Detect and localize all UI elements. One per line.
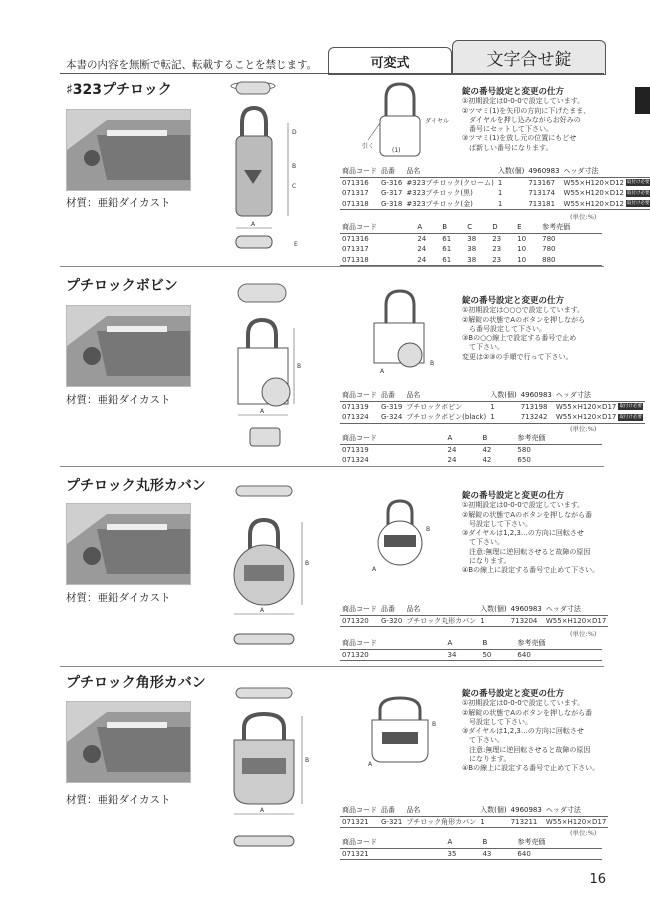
table-row (340, 816, 608, 828)
col-header: B (480, 433, 515, 444)
cell: 071320 (340, 649, 446, 661)
dimension-table (340, 222, 602, 266)
col-header: 4960983 (510, 806, 542, 815)
cell (562, 188, 650, 199)
col-header: A (415, 222, 440, 233)
cell-text: W55×H120×D17 (555, 402, 617, 411)
col-header: 商品コード (342, 605, 377, 614)
cell: 50 (480, 649, 515, 661)
material-label: 材質：亜鉛ダイカスト (66, 794, 171, 806)
instruction-line: ②ツマミ(1)を矢印の方向に下げたまま、 (462, 106, 591, 115)
cell: 071316 (342, 178, 369, 187)
cell: 713211 (509, 816, 544, 828)
table-row (340, 244, 602, 255)
product-photo (66, 305, 191, 387)
instruction-line: ④Bの線上に設定する番号で止めて下さい。 (462, 764, 600, 773)
cell: 713242 (519, 412, 554, 423)
col-header: 参考売価 (515, 638, 602, 649)
instruction-line: ④Bの線上に設定する番号で止めて下さい。 (462, 566, 600, 575)
setting-diagram (360, 285, 460, 375)
cell: プチロック丸形カバン (406, 616, 477, 625)
instructions (462, 492, 599, 576)
mounting-badge: 取付け必要 (619, 414, 642, 420)
instruction-line: て下さい。 (462, 538, 504, 547)
table-row (340, 615, 608, 627)
product-photo (66, 503, 191, 585)
cell: 713181 (526, 199, 561, 210)
section-divider (60, 666, 604, 667)
col-header: C (465, 222, 490, 233)
setting-diagram (358, 690, 458, 770)
product-photo (66, 109, 191, 191)
cell: 42 (480, 455, 515, 466)
instruction-line: ③ダイヤルは1,2,3…の方向に回転させ (462, 727, 584, 736)
col-header: 参考売価 (540, 222, 602, 233)
cell: 42 (482, 445, 492, 454)
tab-combination-lock: 文字合せ錠 (452, 40, 606, 75)
line-b-label: B (432, 721, 437, 728)
button-a-label: A (368, 761, 373, 768)
line-b-label: B (430, 360, 435, 367)
button-a-label: A (380, 368, 385, 375)
dim-a-label: A (260, 607, 265, 614)
cell: 071318 (340, 255, 415, 266)
setting-diagram (358, 78, 458, 160)
cell-text: W55×H120×D12 (563, 199, 625, 208)
cell: #323プチロック(金) (404, 199, 496, 210)
pull-label: 引く (362, 143, 375, 150)
instruction-line: 注意:無理に逆回転させると故障の原因 (462, 745, 591, 754)
col-header: 4960983 (510, 605, 542, 614)
product-table (340, 604, 608, 627)
cell: 071316 (342, 234, 369, 243)
col-header: 品名 (404, 390, 488, 401)
unit-label: (単位:%) (570, 213, 597, 221)
cell: 071318 (340, 199, 379, 210)
cell: G-318 (381, 199, 403, 208)
col-header: 入数(個) (490, 391, 517, 400)
instruction-line: 注意:無理に逆回転させると故障の原因 (462, 547, 591, 556)
cell: 24 (415, 255, 440, 266)
cell: #323プチロック(黒) (406, 189, 473, 198)
cell: 713204 (509, 615, 544, 627)
cell-text: W55×H120×D17 (555, 413, 617, 422)
mounting-badge: 取付け必要 (627, 180, 650, 186)
cell: 10 (517, 245, 527, 254)
product-photo (66, 701, 191, 783)
mounting-badge: 取付け必要 (627, 190, 650, 196)
instruction-line: ①初期設定は0-0-0で設定しています。 (462, 97, 585, 106)
col-header: 商品コード (342, 391, 377, 400)
cell: 713198 (520, 402, 548, 411)
cell: 61 (440, 255, 465, 266)
dim-a-label: A (260, 807, 265, 814)
col-header: 入数(個) (480, 605, 507, 614)
cell (562, 199, 650, 210)
col-header: E (515, 222, 540, 233)
cell: 780 (542, 245, 556, 254)
instruction-line: ダイヤルを押し込みながらお好みの (462, 115, 581, 124)
section-title: プチロック丸形カバン (66, 478, 206, 494)
table-row (340, 401, 645, 412)
cell (562, 177, 650, 188)
lock-drawing (228, 480, 318, 665)
page-number: 16 (589, 872, 606, 887)
dim-b-label: B (305, 560, 310, 567)
instructions (462, 88, 590, 153)
col-header: ヘッダ寸法 (544, 604, 608, 615)
table-row (340, 199, 650, 210)
cell: 24 (446, 455, 481, 466)
knob-label: (1) (392, 147, 401, 154)
instruction-line: ①初期設定は0-0-0で設定しています。 (462, 699, 585, 708)
col-header: ヘッダ寸法 (544, 805, 608, 816)
mounting-badge: 取付け必要 (627, 201, 650, 207)
instructions-heading: 錠の番号設定と変更の仕方 (462, 491, 565, 501)
cell: 24 (417, 245, 427, 254)
table-row (340, 455, 602, 466)
cell: プチロックボビン (406, 402, 463, 411)
instruction-line: 号設定して下さい。 (462, 519, 532, 528)
instruction-line: になります。 (462, 755, 511, 764)
cell: 34 (446, 649, 481, 661)
product-table (340, 166, 650, 210)
col-header: 商品コード (340, 638, 446, 649)
unit-label: (単位:%) (570, 630, 597, 638)
cell: 640 (515, 649, 602, 661)
index-mark (635, 87, 650, 114)
col-header: 商品コード (340, 837, 446, 848)
instruction-line: ば新しい番号になります。 (462, 143, 553, 152)
cell (554, 401, 645, 412)
instruction-line: 変更は②③の手順で行って下さい。 (462, 352, 573, 361)
col-header: A (446, 837, 481, 848)
cell: 880 (540, 255, 602, 266)
instruction-line: ①初期設定は○○○で設定しています。 (462, 306, 585, 315)
lock-drawing (230, 280, 310, 465)
cell: 61 (442, 245, 452, 254)
cell: G-320 (381, 616, 403, 625)
cell: G-317 (381, 189, 403, 198)
dimension-table (340, 638, 602, 661)
cell: 580 (517, 445, 531, 454)
cell: 1 (496, 199, 526, 210)
product-table (340, 390, 645, 424)
cell: 10 (515, 255, 540, 266)
cell: 1 (497, 189, 503, 198)
cell: 650 (515, 455, 602, 466)
cell: G-321 (381, 817, 403, 826)
col-header: A (446, 638, 481, 649)
cell: 780 (542, 234, 556, 243)
dim-b-label: B (292, 163, 297, 170)
dim-c-label: C (292, 183, 297, 190)
cell: 38 (467, 245, 477, 254)
unit-label: (単位:%) (570, 829, 597, 837)
cell: 071317 (342, 189, 369, 198)
cell: プチロックボビン(black) (406, 413, 487, 422)
table-row (340, 649, 602, 661)
cell: 1 (497, 178, 503, 187)
cell: 713174 (528, 189, 556, 198)
dim-e-label: E (294, 241, 298, 248)
cell: #323プチロック(クローム) (406, 178, 494, 187)
instruction-line: て下さい。 (462, 736, 504, 745)
col-header: 商品コード (340, 433, 446, 444)
cell: G-319 (381, 402, 403, 411)
instructions (462, 690, 599, 774)
instruction-line: ②解錠の状態でAのボタンを押しながら番 (462, 708, 593, 717)
dim-b-label: B (297, 363, 302, 370)
table-row (340, 233, 602, 244)
product-table (340, 805, 608, 828)
col-header: A (446, 433, 481, 444)
cell: 23 (492, 245, 502, 254)
col-header: 入数(個) (480, 806, 507, 815)
col-header: ヘッダ寸法 (554, 390, 645, 401)
cell: 1 (490, 402, 495, 411)
cell: G-316 (381, 178, 403, 187)
section-divider (60, 266, 604, 267)
cell: 38 (467, 234, 477, 243)
cell: 071324 (340, 455, 446, 466)
header-rule (60, 73, 604, 74)
cell: W55×H120×D17 (545, 616, 607, 625)
col-header: 商品コード (340, 222, 415, 233)
cell: 61 (442, 234, 452, 243)
cell: 071320 (340, 615, 379, 627)
table-row (340, 255, 602, 266)
instruction-line: ③ツマミ(1)を放し元の位置にもどせ (462, 134, 577, 143)
tab-variable: 可変式 (328, 47, 452, 75)
col-header: 品番 (379, 604, 404, 615)
instructions-heading: 錠の番号設定と変更の仕方 (462, 87, 565, 97)
col-header: 商品コード (342, 167, 377, 176)
instruction-line: 番号にセットして下さい。 (462, 125, 553, 134)
section-divider (60, 466, 604, 467)
cell: 071321 (340, 848, 446, 860)
col-header: 品番 (379, 805, 404, 816)
instruction-line: 号設定して下さい。 (462, 717, 532, 726)
instructions-heading: 錠の番号設定と変更の仕方 (462, 689, 565, 699)
cell: 24 (417, 234, 427, 243)
cell: 071319 (342, 402, 369, 411)
unit-label: (単位:%) (570, 425, 597, 433)
col-header: ヘッダ寸法 (562, 166, 650, 177)
col-header: 入数(個) (497, 167, 525, 176)
cell: 38 (465, 255, 490, 266)
col-header: 品名 (404, 166, 496, 177)
cell: 713167 (528, 178, 556, 187)
dimension-table (340, 837, 602, 860)
instruction-line: ②解錠の状態でAのボタンを押しながら番 (462, 510, 593, 519)
section-title: ♯323プチロック (66, 82, 172, 98)
col-header: D (490, 222, 515, 233)
instruction-line: になります。 (462, 557, 511, 566)
table-row (340, 848, 602, 860)
cell (554, 412, 645, 423)
material-label: 材質：亜鉛ダイカスト (66, 394, 171, 406)
dial-label: ダイヤル (425, 118, 449, 125)
setting-diagram (358, 495, 458, 575)
cell: 1 (478, 615, 508, 627)
mounting-badge: 取付け必要 (619, 404, 642, 410)
dimension-table (340, 433, 602, 467)
table-row (340, 444, 602, 455)
cell-text: W55×H120×D12 (563, 189, 625, 198)
lock-drawing (228, 680, 318, 865)
cell: 640 (515, 848, 602, 860)
instruction-line: て下さい。 (462, 343, 504, 352)
cell: プチロック角形カバン (406, 817, 477, 826)
cell: 23 (492, 234, 502, 243)
col-header: B (440, 222, 465, 233)
col-header: B (480, 837, 515, 848)
cell: 10 (517, 234, 527, 243)
instruction-line: ③ダイヤルは1,2,3…の方向に回転させ (462, 529, 584, 538)
col-header: B (480, 638, 515, 649)
cell-text: W55×H120×D12 (563, 178, 625, 187)
instructions (462, 297, 585, 362)
col-header: 品名 (404, 604, 478, 615)
section-title: プチロックボビン (66, 278, 178, 294)
cell: 071324 (340, 412, 379, 423)
cell: G-324 (381, 413, 403, 422)
material-label: 材質：亜鉛ダイカスト (66, 197, 171, 209)
section-title: プチロック角形カバン (66, 675, 206, 691)
cell: W55×H120×D17 (545, 817, 607, 826)
dim-a-label: A (251, 221, 256, 228)
table-row (340, 188, 650, 199)
instruction-line: ②解錠の状態でAのボタンを押しながら (462, 315, 586, 324)
col-header: 参考売価 (515, 433, 602, 444)
col-header: 品番 (379, 390, 404, 401)
cell: 071317 (342, 245, 369, 254)
material-label: 材質：亜鉛ダイカスト (66, 592, 171, 604)
instruction-line: ①初期設定は0-0-0で設定しています。 (462, 501, 585, 510)
table-row (340, 412, 645, 423)
col-header: 品番 (379, 166, 404, 177)
cell: 24 (447, 445, 457, 454)
instruction-line: ③Bの○○線上で設定する番号で止め (462, 334, 577, 343)
line-b-label: B (426, 526, 431, 533)
cell: 1 (488, 412, 518, 423)
cell: 071321 (340, 816, 379, 828)
lock-drawing (228, 78, 308, 258)
col-header: 4960983 (528, 167, 560, 176)
cell: 071319 (342, 445, 369, 454)
instruction-line: ら番号設定して下さい。 (462, 324, 546, 333)
dim-a-label: A (260, 408, 265, 415)
cell: 35 (446, 848, 481, 860)
button-a-label: A (372, 566, 377, 573)
cell: 23 (490, 255, 515, 266)
cell: 43 (480, 848, 515, 860)
copyright-notice: 本書の内容を無断で転記、転載することを禁じます。 (66, 59, 318, 71)
col-header: 4960983 (520, 391, 552, 400)
instructions-heading: 錠の番号設定と変更の仕方 (462, 296, 565, 306)
table-row (340, 177, 650, 188)
dim-b-label: B (305, 757, 310, 764)
dim-d-label: D (292, 129, 297, 136)
col-header: 参考売価 (515, 837, 602, 848)
cell: 1 (478, 816, 508, 828)
col-header: 品名 (404, 805, 478, 816)
col-header: 商品コード (342, 806, 377, 815)
